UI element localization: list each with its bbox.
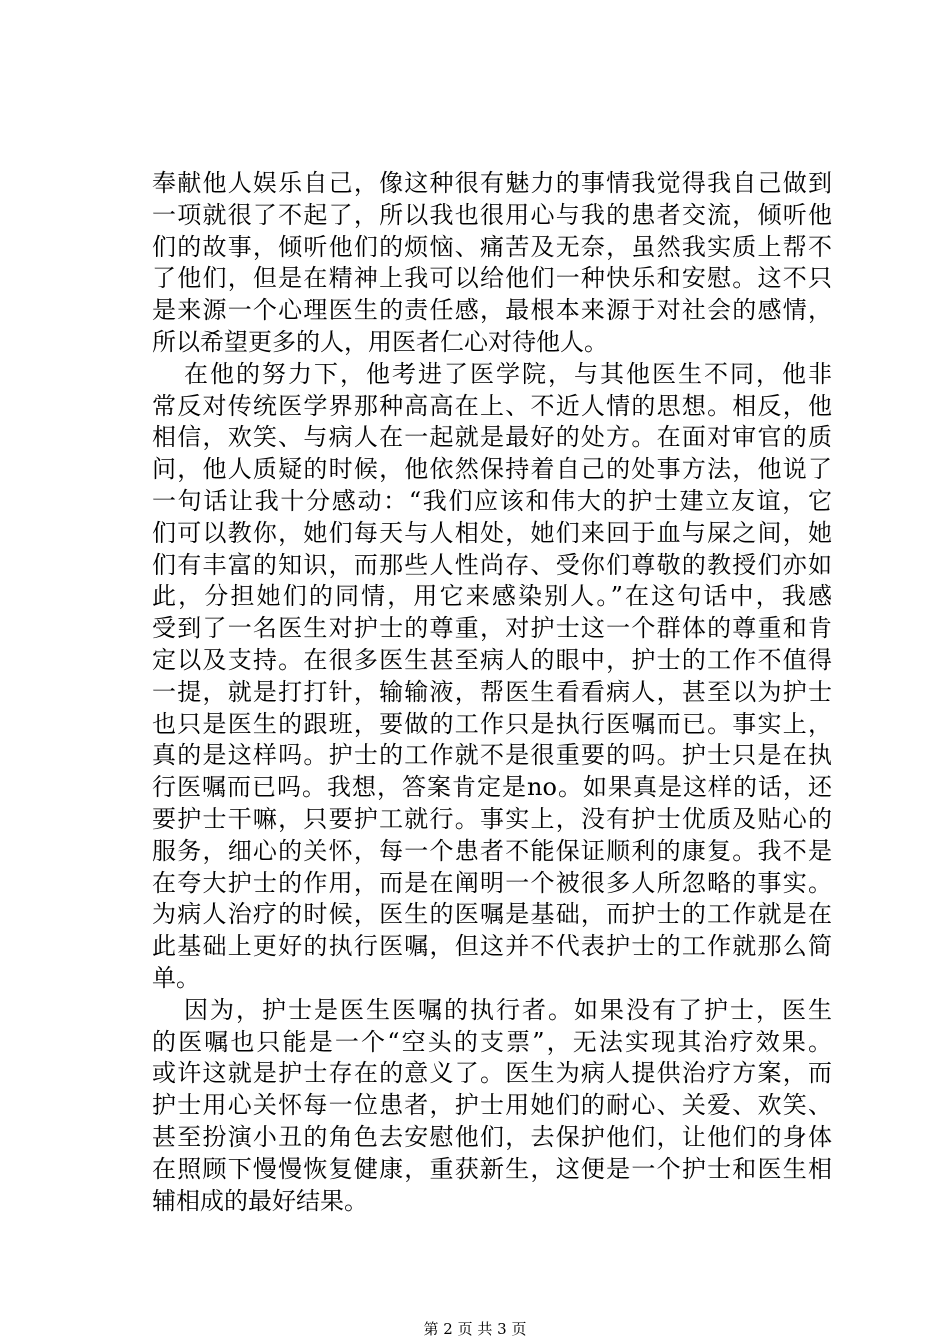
text-line: 甚至扮演小丑的角色去安慰他们，去保护他们，让他们的身体 — [152, 1122, 832, 1151]
page-number-footer: 第 2 页 共 3 页 — [423, 1320, 527, 1338]
text-line: 们有丰富的知识，而那些人性尚存、受你们尊敬的教授们亦如 — [152, 550, 832, 579]
text-line: 一句话让我十分感动：“我们应该和伟大的护士建立友谊，它 — [152, 486, 832, 515]
text-line: 是来源一个心理医生的责任感，最根本来源于对社会的感情， — [152, 296, 832, 325]
paragraph-2 — [152, 359, 832, 995]
text-line: 或许这就是护士存在的意义了。医生为病人提供治疗方案，而 — [152, 1059, 832, 1088]
text-line: 此，分担她们的同情，用它来感染别人。”在这句话中，我感 — [152, 582, 832, 611]
text-line: 行医嘱而已吗。我想，答案肯定是no。如果真是这样的话，还 — [152, 773, 832, 802]
text-line: 辅相成的最好结果。 — [152, 1186, 368, 1215]
text-line: 真的是这样吗。护士的工作就不是很重要的吗。护士只是在执 — [152, 741, 832, 770]
text-line: 在照顾下慢慢恢复健康，重获新生，这便是一个护士和医生相 — [152, 1154, 832, 1183]
text-line: 受到了一名医生对护士的尊重，对护士这一个群体的尊重和肯 — [152, 614, 832, 643]
text-line: 问，他人质疑的时候，他依然保持着自己的处事方法，他说了 — [152, 455, 832, 484]
text-line: 定以及支持。在很多医生甚至病人的眼中，护士的工作不值得 — [152, 645, 832, 674]
paragraph-1 — [152, 168, 832, 359]
text-line: 奉献他人娱乐自己，像这种很有魅力的事情我觉得我自己做到 — [152, 169, 832, 197]
text-line: 在他的努力下，他考进了医学院，与其他医生不同，他非 — [184, 359, 832, 388]
text-line: 要护士干嘛，只要护工就行。事实上，没有护士优质及贴心的 — [152, 804, 832, 833]
text-line: 单。 — [152, 963, 200, 992]
text-line: 一提，就是打打针，输输液，帮医生看看病人，甚至以为护士 — [152, 677, 832, 706]
text-line: 在夸大护士的作用，而是在阐明一个被很多人所忽略的事实。 — [152, 868, 832, 897]
paragraph-3 — [152, 995, 832, 1218]
text-line: 因为，护士是医生医嘱的执行者。如果没有了护士，医生 — [184, 995, 832, 1024]
text-line: 常反对传统医学界那种高高在上、不近人情的思想。相反，他 — [152, 391, 832, 420]
text-line: 也只是医生的跟班，要做的工作只是执行医嘱而已。事实上， — [152, 709, 832, 738]
document-body — [152, 168, 832, 1217]
text-line: 了他们，但是在精神上我可以给他们一种快乐和安慰。这不只 — [152, 264, 832, 293]
text-line: 一项就很了不起了，所以我也很用心与我的患者交流，倾听他 — [152, 200, 832, 229]
text-line: 们可以教你，她们每天与人相处，她们来回于血与屎之间，她 — [152, 518, 832, 547]
text-line: 护士用心关怀每一位患者，护士用她们的耐心、关爱、欢笑、 — [152, 1091, 832, 1120]
text-line: 为病人治疗的时候，医生的医嘱是基础，而护士的工作就是在 — [152, 900, 832, 929]
text-line: 服务，细心的关怀，每一个患者不能保证顺利的康复。我不是 — [152, 836, 832, 865]
text-line: 们的故事，倾听他们的烦恼、痛苦及无奈，虽然我实质上帮不 — [152, 232, 832, 261]
text-line: 的医嘱也只能是一个“空头的支票”，无法实现其治疗效果。 — [152, 1027, 832, 1056]
text-line: 相信，欢笑、与病人在一起就是最好的处方。在面对审官的质 — [152, 423, 832, 452]
text-line: 此基础上更好的执行医嘱，但这并不代表护士的工作就那么简 — [152, 932, 832, 961]
text-line: 所以希望更多的人，用医者仁心对待他人。 — [152, 327, 608, 356]
